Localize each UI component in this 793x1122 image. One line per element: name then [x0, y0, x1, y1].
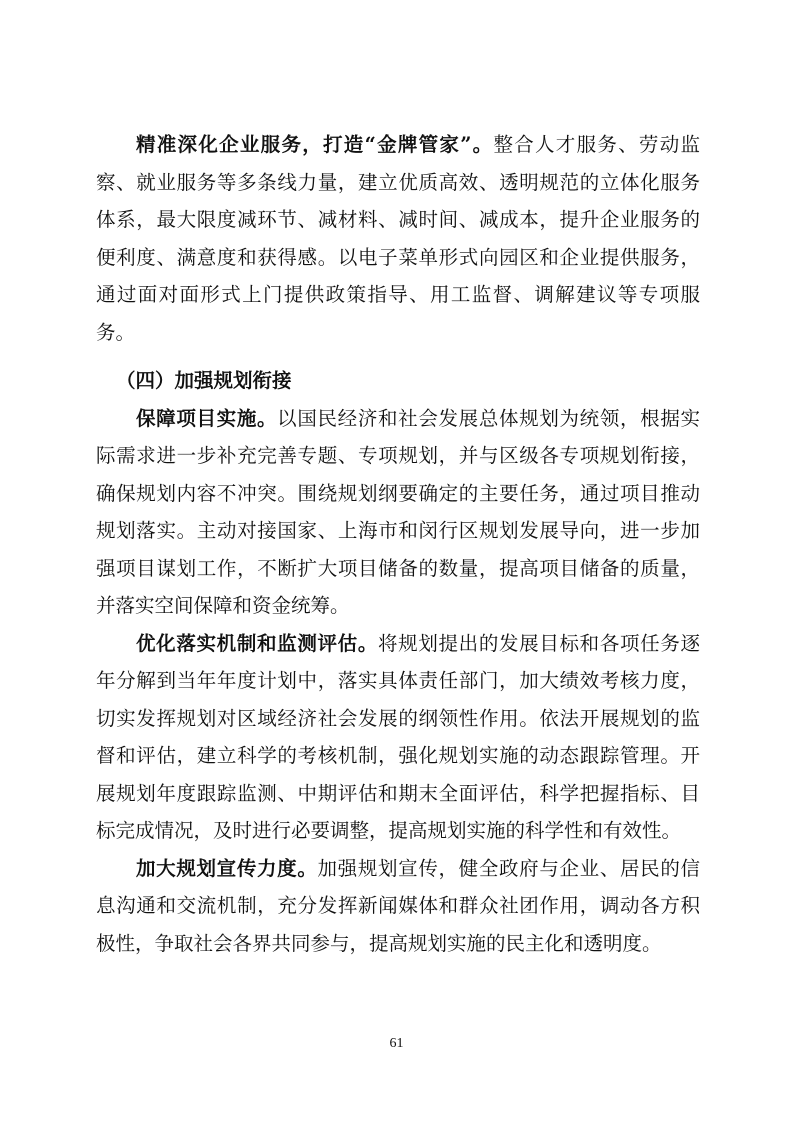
- paragraph-text: 整合人才服务、劳动监察、就业服务等多条线力量，建立优质高效、透明规范的立体化服务体系，最大限度减环节、减材料、减时间、减成本，提升企业服务的便利度、满意度和获得感。以电子菜单形式向园区和企业提供服务，通过面对面形式上门提供政策指导、用工监督、调解建议等专项服务。: [96, 133, 700, 344]
- document-body: [96, 126, 700, 962]
- paragraph-enterprise-service: [96, 126, 700, 351]
- paragraph-text: 以国民经济和社会发展总体规划为统领，根据实际需求进一步补充完善专题、专项规划，并与区级各专项规划衔接，确保规划内容不冲突。围绕规划纲要确定的主要任务，通过项目推动规划落实。主动对接国家、上海市和闵行区规划发展导向，进一步加强项目谋划工作，不断扩大项目储备的数量，提高项目储备的质量，并落实空间保障和资金统筹。: [96, 406, 700, 617]
- paragraph-project-implementation: [96, 400, 700, 625]
- paragraph-lead: 优化落实机制和监测评估。: [136, 631, 378, 655]
- paragraph-text: 将规划提出的发展目标和各项任务逐年分解到当年年度计划中，落实具体责任部门，加大绩效考核力度，切实发挥规划对区域经济社会发展的纲领性作用。依法开展规划的监督和评估，建立科学的考核机制，强化规划实施的动态跟踪管理。开展规划年度跟踪监测、中期评估和期末全面评估，科学把握指标、目标完成情况，及时进行必要调整，提高规划实施的科学性和有效性。: [96, 631, 700, 842]
- paragraph-lead: 加大规划宣传力度。: [136, 856, 318, 880]
- paragraph-lead: 精准深化企业服务，打造“金牌管家”。: [136, 133, 494, 156]
- paragraph-publicity: [96, 850, 700, 963]
- section-heading: （四）加强规划衔接: [116, 369, 292, 392]
- paragraph-lead: 保障项目实施。: [136, 406, 278, 430]
- paragraph-monitoring-evaluation: [96, 625, 700, 850]
- page-number: 61: [389, 1036, 404, 1051]
- paragraph-text: 加强规划宣传，健全政府与企业、居民的信息沟通和交流机制，充分发挥新闻媒体和群众社团作用，调动各方积极性，争取社会各界共同参与，提高规划实施的民主化和透明度。: [96, 856, 700, 955]
